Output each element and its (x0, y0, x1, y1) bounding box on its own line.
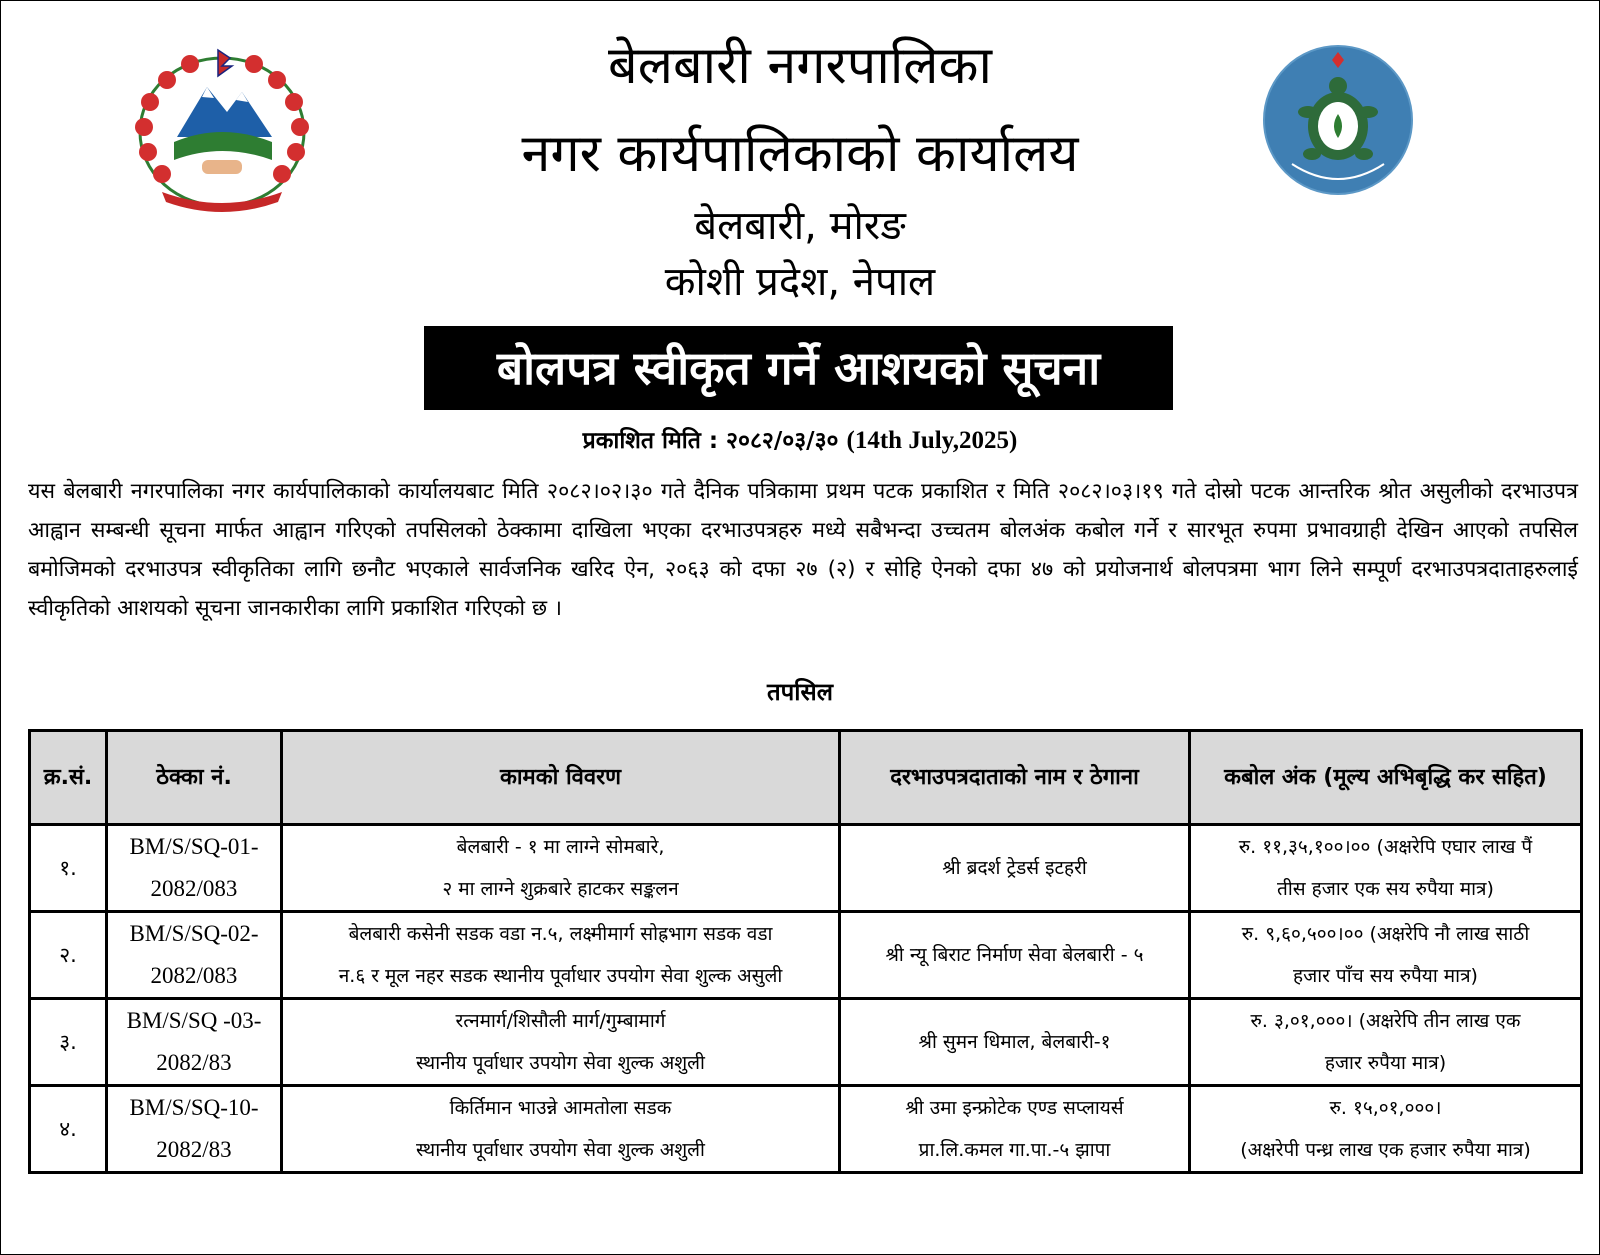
cell-contract (107, 1086, 282, 1173)
cell-bidder (840, 912, 1190, 999)
notice-title: बोलपत्र स्वीकृत गर्ने आशयको सूचना (424, 326, 1173, 410)
cell-description (282, 912, 840, 999)
header-sn: क्र.सं. (30, 731, 107, 825)
amount-line-2: हजार रुपैया मात्र) (1324, 1052, 1447, 1074)
cell-contract (107, 912, 282, 999)
cell-sn: ३. (30, 999, 107, 1086)
contract-line-2: 2082/83 (156, 1050, 232, 1075)
cell-bidder (840, 825, 1190, 912)
bidder-line-1: श्री सुमन धिमाल, बेलबारी-१ (918, 1031, 1111, 1053)
publication-date-nepali: प्रकाशित मिति : २०८२/०३/३० (582, 428, 839, 454)
bidder-line-1: श्री उमा इन्फ्रोटेक एण्ड सप्लायर्स (905, 1097, 1124, 1119)
municipality-name: बेलबारी नगरपालिका (608, 36, 992, 96)
header-contract: ठेक्का नं. (107, 731, 282, 825)
table-header-row (30, 731, 1582, 825)
cell-description (282, 825, 840, 912)
contract-line-1: BM/S/SQ-01- (129, 834, 259, 859)
bidder-line-2: प्रा.लि.कमल गा.पा.-५ झापा (918, 1139, 1111, 1161)
cell-description (282, 1086, 840, 1173)
cell-contract (107, 999, 282, 1086)
contract-line-1: BM/S/SQ-10- (129, 1095, 259, 1120)
header-description: कामको विवरण (282, 731, 840, 825)
bid-table (28, 729, 1583, 1174)
amount-line-2: तीस हजार एक सय रुपैया मात्र) (1277, 878, 1494, 900)
publication-date (0, 424, 1600, 458)
contract-line-2: 2082/83 (156, 1137, 232, 1162)
amount-line-1: रु. ११,३५,१००।०० (अक्षरेपि एघार लाख पैं (1238, 836, 1533, 858)
table-row (30, 999, 1582, 1086)
bidder-line-1: श्री न्यू बिराट निर्माण सेवा बेलबारी - ५ (885, 944, 1144, 966)
office-name: नगर कार्यपालिकाको कार्यालय (521, 124, 1079, 184)
cell-amount (1190, 1086, 1582, 1173)
cell-amount (1190, 999, 1582, 1086)
description-line-1: बेलबारी कसेनी सडक वडा न.५, लक्ष्मीमार्ग सोह्रभाग सडक वडा (348, 923, 773, 945)
table-row (30, 912, 1582, 999)
contract-line-2: 2082/083 (150, 963, 238, 988)
description-line-1: बेलबारी - १ मा लाग्ने सोमबारे, (456, 836, 665, 858)
cell-sn: ४. (30, 1086, 107, 1173)
header-bidder: दरभाउपत्रदाताको नाम र ठेगाना (840, 731, 1190, 825)
amount-line-2: हजार पाँच सय रुपैया मात्र) (1293, 965, 1478, 987)
municipality-logo-icon (1262, 44, 1414, 196)
cell-sn: १. (30, 825, 107, 912)
contract-line-1: BM/S/SQ-02- (129, 921, 259, 946)
bidder-line-1: श्री ब्रदर्श ट्रेडर्स इटहरी (942, 857, 1087, 879)
amount-line-1: रु. ९,६०,५००।०० (अक्षरेपि नौ लाख साठी (1241, 923, 1530, 945)
description-line-2: स्थानीय पूर्वाधार उपयोग सेवा शुल्क अशुली (416, 1139, 705, 1161)
cell-description (282, 999, 840, 1086)
cell-contract (107, 825, 282, 912)
cell-amount (1190, 912, 1582, 999)
description-line-1: किर्तिमान भाउन्ने आमतोला सडक (449, 1097, 672, 1119)
header-amount: कबोल अंक (मूल्य अभिबृद्धि कर सहित) (1190, 731, 1582, 825)
table-row (30, 1086, 1582, 1173)
cell-sn: २. (30, 912, 107, 999)
contract-line-2: 2082/083 (150, 876, 238, 901)
description-line-1: रत्नमार्ग/शिसौली मार्ग/गुम्बामार्ग (455, 1010, 666, 1032)
nepal-emblem-icon (122, 42, 322, 218)
publication-date-english: (14th July,2025) (846, 427, 1018, 454)
amount-line-2: (अक्षरेपी पन्ध्र लाख एक हजार रुपैया मात्र) (1240, 1139, 1531, 1161)
cell-bidder (840, 999, 1190, 1086)
amount-line-1: रु. १५,०१,०००। (1329, 1097, 1442, 1119)
notice-paragraph: यस बेलबारी नगरपालिका नगर कार्यपालिकाको कार्यालयबाट मिति २०८२।०२।३० गते दैनिक पत्रिकामा प्रथम पटक प्रकाशित र मिति २०८२।०३।१९ गते दोस्रो पटक आन्तरिक श्रोत असुलीको दरभाउपत्र आह्वान सम्बन्धी सूचना मार्फत आह्वान गरिएको तपसिलको ठेक्कामा दाखिला भएका दरभाउपत्रहरु मध्ये सबैभन्दा उच्चतम बोलअंक कबोल गर्ने र सारभूत रुपमा प्रभावग्राही देखिन आएको तपसिल बमोजिमको दरभाउपत्र स्वीकृतिका लागि छनौट भएकाले सार्वजनिक खरिद ऐन, २०६३ को दफा २७ (२) र सोहि ऐनको दफा ४७ को प्रयोजनार्थ बोलपत्रमा भाग लिने सम्पूर्ण दरभाउपत्रदाताहरुलाई स्वीकृतिको आशयको सूचना जानकारीका लागि प्रकाशित गरिएको छ । (28, 479, 1578, 621)
description-line-2: स्थानीय पूर्वाधार उपयोग सेवा शुल्क अशुली (416, 1052, 705, 1074)
office-location: बेलबारी, मोरङ (694, 203, 906, 249)
cell-amount (1190, 825, 1582, 912)
amount-line-1: रु. ३,०१,०००। (अक्षरेपि तीन लाख एक (1250, 1010, 1521, 1032)
schedule-heading: तपसिल (766, 678, 834, 706)
description-line-2: न.६ र मूल नहर सडक स्थानीय पूर्वाधार उपयोग सेवा शुल्क असुली (338, 965, 783, 987)
description-line-2: २ मा लाग्ने शुक्रबारे हाटकर सङ्कलन (442, 878, 679, 900)
table-row (30, 825, 1582, 912)
province-country: कोशी प्रदेश, नेपाल (664, 259, 936, 305)
cell-bidder (840, 1086, 1190, 1173)
contract-line-1: BM/S/SQ -03- (126, 1008, 262, 1033)
